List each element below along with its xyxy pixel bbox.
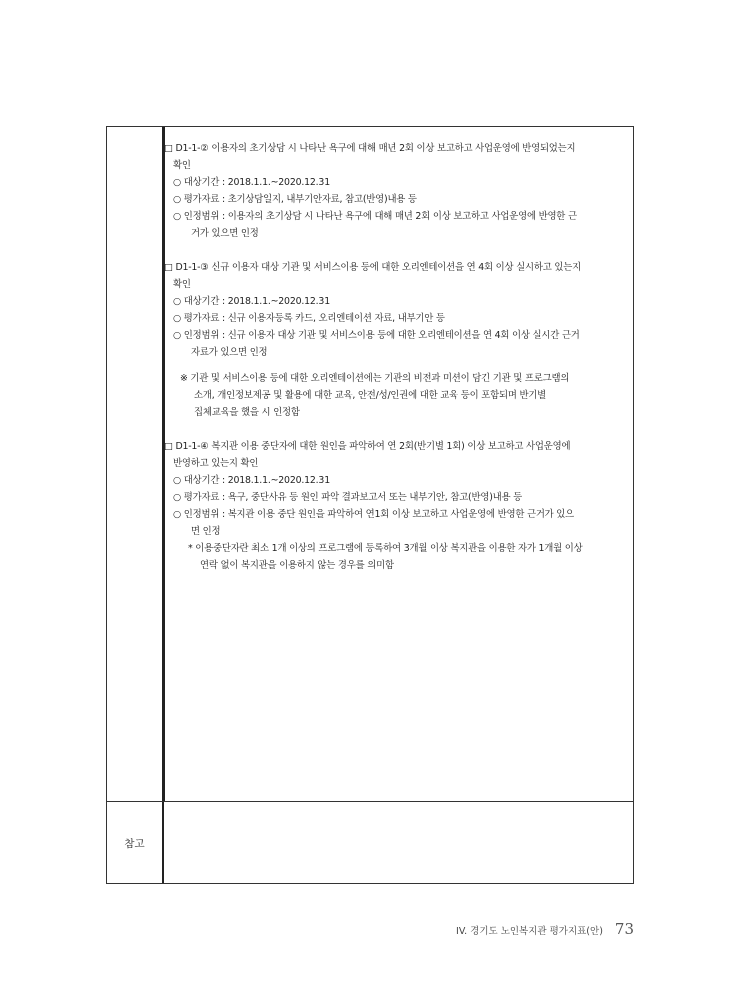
page-footer (456, 920, 634, 938)
recognition-scope: ○ 인정범위 : 복지관 이용 중단 원인을 파악하여 연1회 이상 보고하고 사업운영에 반영한 근거가 있으 (173, 509, 575, 520)
target-period: ○ 대상기간 : 2018.1.1.~2020.12.31 (173, 177, 330, 188)
section-heading: □ D1-1-③ 신규 이용자 대상 기관 및 서비스이용 등에 대한 오리엔테이션을 연 4회 이상 실시하고 있는지 (164, 262, 581, 273)
section-heading-cont: 확인 (173, 279, 191, 290)
recognition-scope: ○ 인정범위 : 이용자의 초기상담 시 나타난 욕구에 대해 매년 2회 이상 보고하고 사업운영에 반영한 근 (173, 211, 577, 222)
recognition-scope-cont: 면 인정 (191, 526, 221, 537)
evaluation-materials: ○ 평가자료 : 욕구, 중단사유 등 원인 파악 결과보고서 또는 내부기안, 참고(반영)내용 등 (173, 492, 523, 503)
evaluation-materials: ○ 평가자료 : 신규 이용자등록 카드, 오리엔테이션 자료, 내부기안 등 (173, 313, 445, 324)
section-heading-cont: 확인 (173, 160, 191, 171)
section-d1-1-3 (164, 259, 632, 421)
note-cont: 집체교육을 했을 시 인정함 (194, 407, 300, 418)
evaluation-materials: ○ 평가자료 : 초기상담일지, 내부기안자료, 참고(반영)내용 등 (173, 194, 417, 205)
criteria-content (164, 140, 632, 574)
note-cont: 연락 없이 복지관을 이용하지 않는 경우를 의미함 (200, 560, 394, 571)
footer-title: IV. 경기도 노인복지관 평가지표(안) (456, 926, 603, 937)
section-heading: □ D1-1-② 이용자의 초기상담 시 나타난 욕구에 대해 매년 2회 이상 보고하고 사업운영에 반영되었는지 (164, 143, 576, 154)
section-heading-cont: 반영하고 있는지 확인 (173, 458, 259, 469)
row-divider (107, 801, 633, 802)
note: ※ 기관 및 서비스이용 등에 대한 오리엔테이션에는 기관의 비전과 미션이 담긴 기관 및 프로그램의 (180, 373, 570, 384)
reference-label: 참고 (124, 837, 145, 850)
target-period: ○ 대상기간 : 2018.1.1.~2020.12.31 (173, 475, 330, 486)
recognition-scope: ○ 인정범위 : 신규 이용자 대상 기관 및 서비스이용 등에 대한 오리엔테이션을 연 4회 이상 실시간 근거 (173, 330, 580, 341)
recognition-scope-cont: 거가 있으면 인정 (191, 228, 259, 239)
page-number: 73 (614, 920, 634, 938)
target-period: ○ 대상기간 : 2018.1.1.~2020.12.31 (173, 296, 330, 307)
section-d1-1-4 (164, 438, 632, 574)
note: * 이용중단자란 최소 1개 이상의 프로그램에 등록하여 3개월 이상 복지관을 이용한 자가 1개월 이상 (188, 543, 583, 554)
recognition-scope-cont: 자료가 있으면 인정 (191, 347, 268, 358)
section-d1-1-2 (164, 140, 632, 242)
note-cont: 소개, 개인정보제공 및 활용에 대한 교육, 안전/성/인권에 대한 교육 등이 포함되며 반기별 (194, 390, 547, 401)
section-heading: □ D1-1-④ 복지관 이용 중단자에 대한 원인을 파악하여 연 2회(반기별 1회) 이상 보고하고 사업운영에 (164, 441, 571, 452)
